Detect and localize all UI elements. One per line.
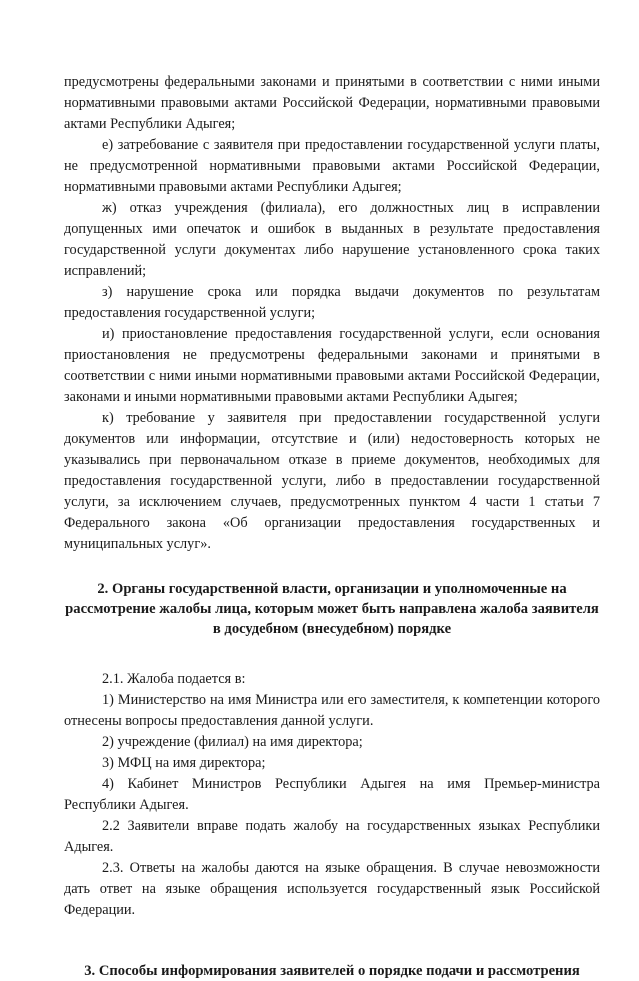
paragraph-item-i: и) приостановление предоставления государственной услуги, если основания приостановления не предусмотрены федеральными законами и принятыми в соответствии с ними иными нормативными правовыми актами Российской Федерации, законами и иными нормативными правовыми актами Республики Адыгея; <box>64 326 600 405</box>
paragraph-2-2: 2.2 Заявители вправе подать жалобу на государственных языках Республики Адыгея. <box>64 818 600 855</box>
paragraph-item-k: к) требование у заявителя при предоставлении государственной услуги документов или информации, отсутствие и (или) недостоверность которых не указывались при первоначальном отказе в приеме документов, необходимых для предоставления государственной услуги, либо в предоставлении государственной услуги, за исключением случаев, предусмотренных пунктом 4 части 1 статьи 7 Федерального закона «Об организации предоставления государственных и муниципальных услуг». <box>64 410 600 552</box>
section-2-body <box>64 669 600 921</box>
list-item-3: 3) МФЦ на имя директора; <box>102 755 266 771</box>
section-3-heading: 3. Способы информирования заявителей о порядке подачи и рассмотрения <box>84 963 580 979</box>
list-item-1: 1) Министерство на имя Министра или его заместителя, к компетенции которого отнесены вопросы предоставления данной услуги. <box>64 692 600 729</box>
document-page <box>64 72 600 981</box>
list-item-4: 4) Кабинет Министров Республики Адыгея на имя Премьер-министра Республики Адыгея. <box>64 776 600 813</box>
paragraph-2-1: 2.1. Жалоба подается в: <box>102 671 246 687</box>
paragraph-item-zh: ж) отказ учреждения (филиала), его должностных лиц в исправлении допущенных ими опечаток и ошибок в выданных в результате предоставления государственной услуги документах либо нарушение установленного срока таких исправлений; <box>64 200 600 279</box>
paragraph-continuation: предусмотрены федеральными законами и принятыми в соответствии с ними иными нормативными правовыми актами Российской Федерации, нормативными правовыми актами Республики Адыгея; <box>64 74 600 132</box>
paragraph-2-3: 2.3. Ответы на жалобы даются на языке обращения. В случае невозможности дать ответ на языке обращения используется государственный язык Российской Федерации. <box>64 860 600 918</box>
section-2-heading: 2. Органы государственной власти, организации и уполномоченные на рассмотрение жалобы лица, которым может быть направлена жалоба заявителя в досудебном (внесудебном) порядке <box>65 581 599 637</box>
list-item-2: 2) учреждение (филиал) на имя директора; <box>102 734 363 750</box>
paragraph-item-e: е) затребование с заявителя при предоставлении государственной услуги платы, не предусмотренной нормативными правовыми актами Российской Федерации, нормативными правовыми актами Республики Адыгея; <box>64 137 600 195</box>
paragraph-item-z: з) нарушение срока или порядка выдачи документов по результатам предоставления государственной услуги; <box>64 284 600 321</box>
